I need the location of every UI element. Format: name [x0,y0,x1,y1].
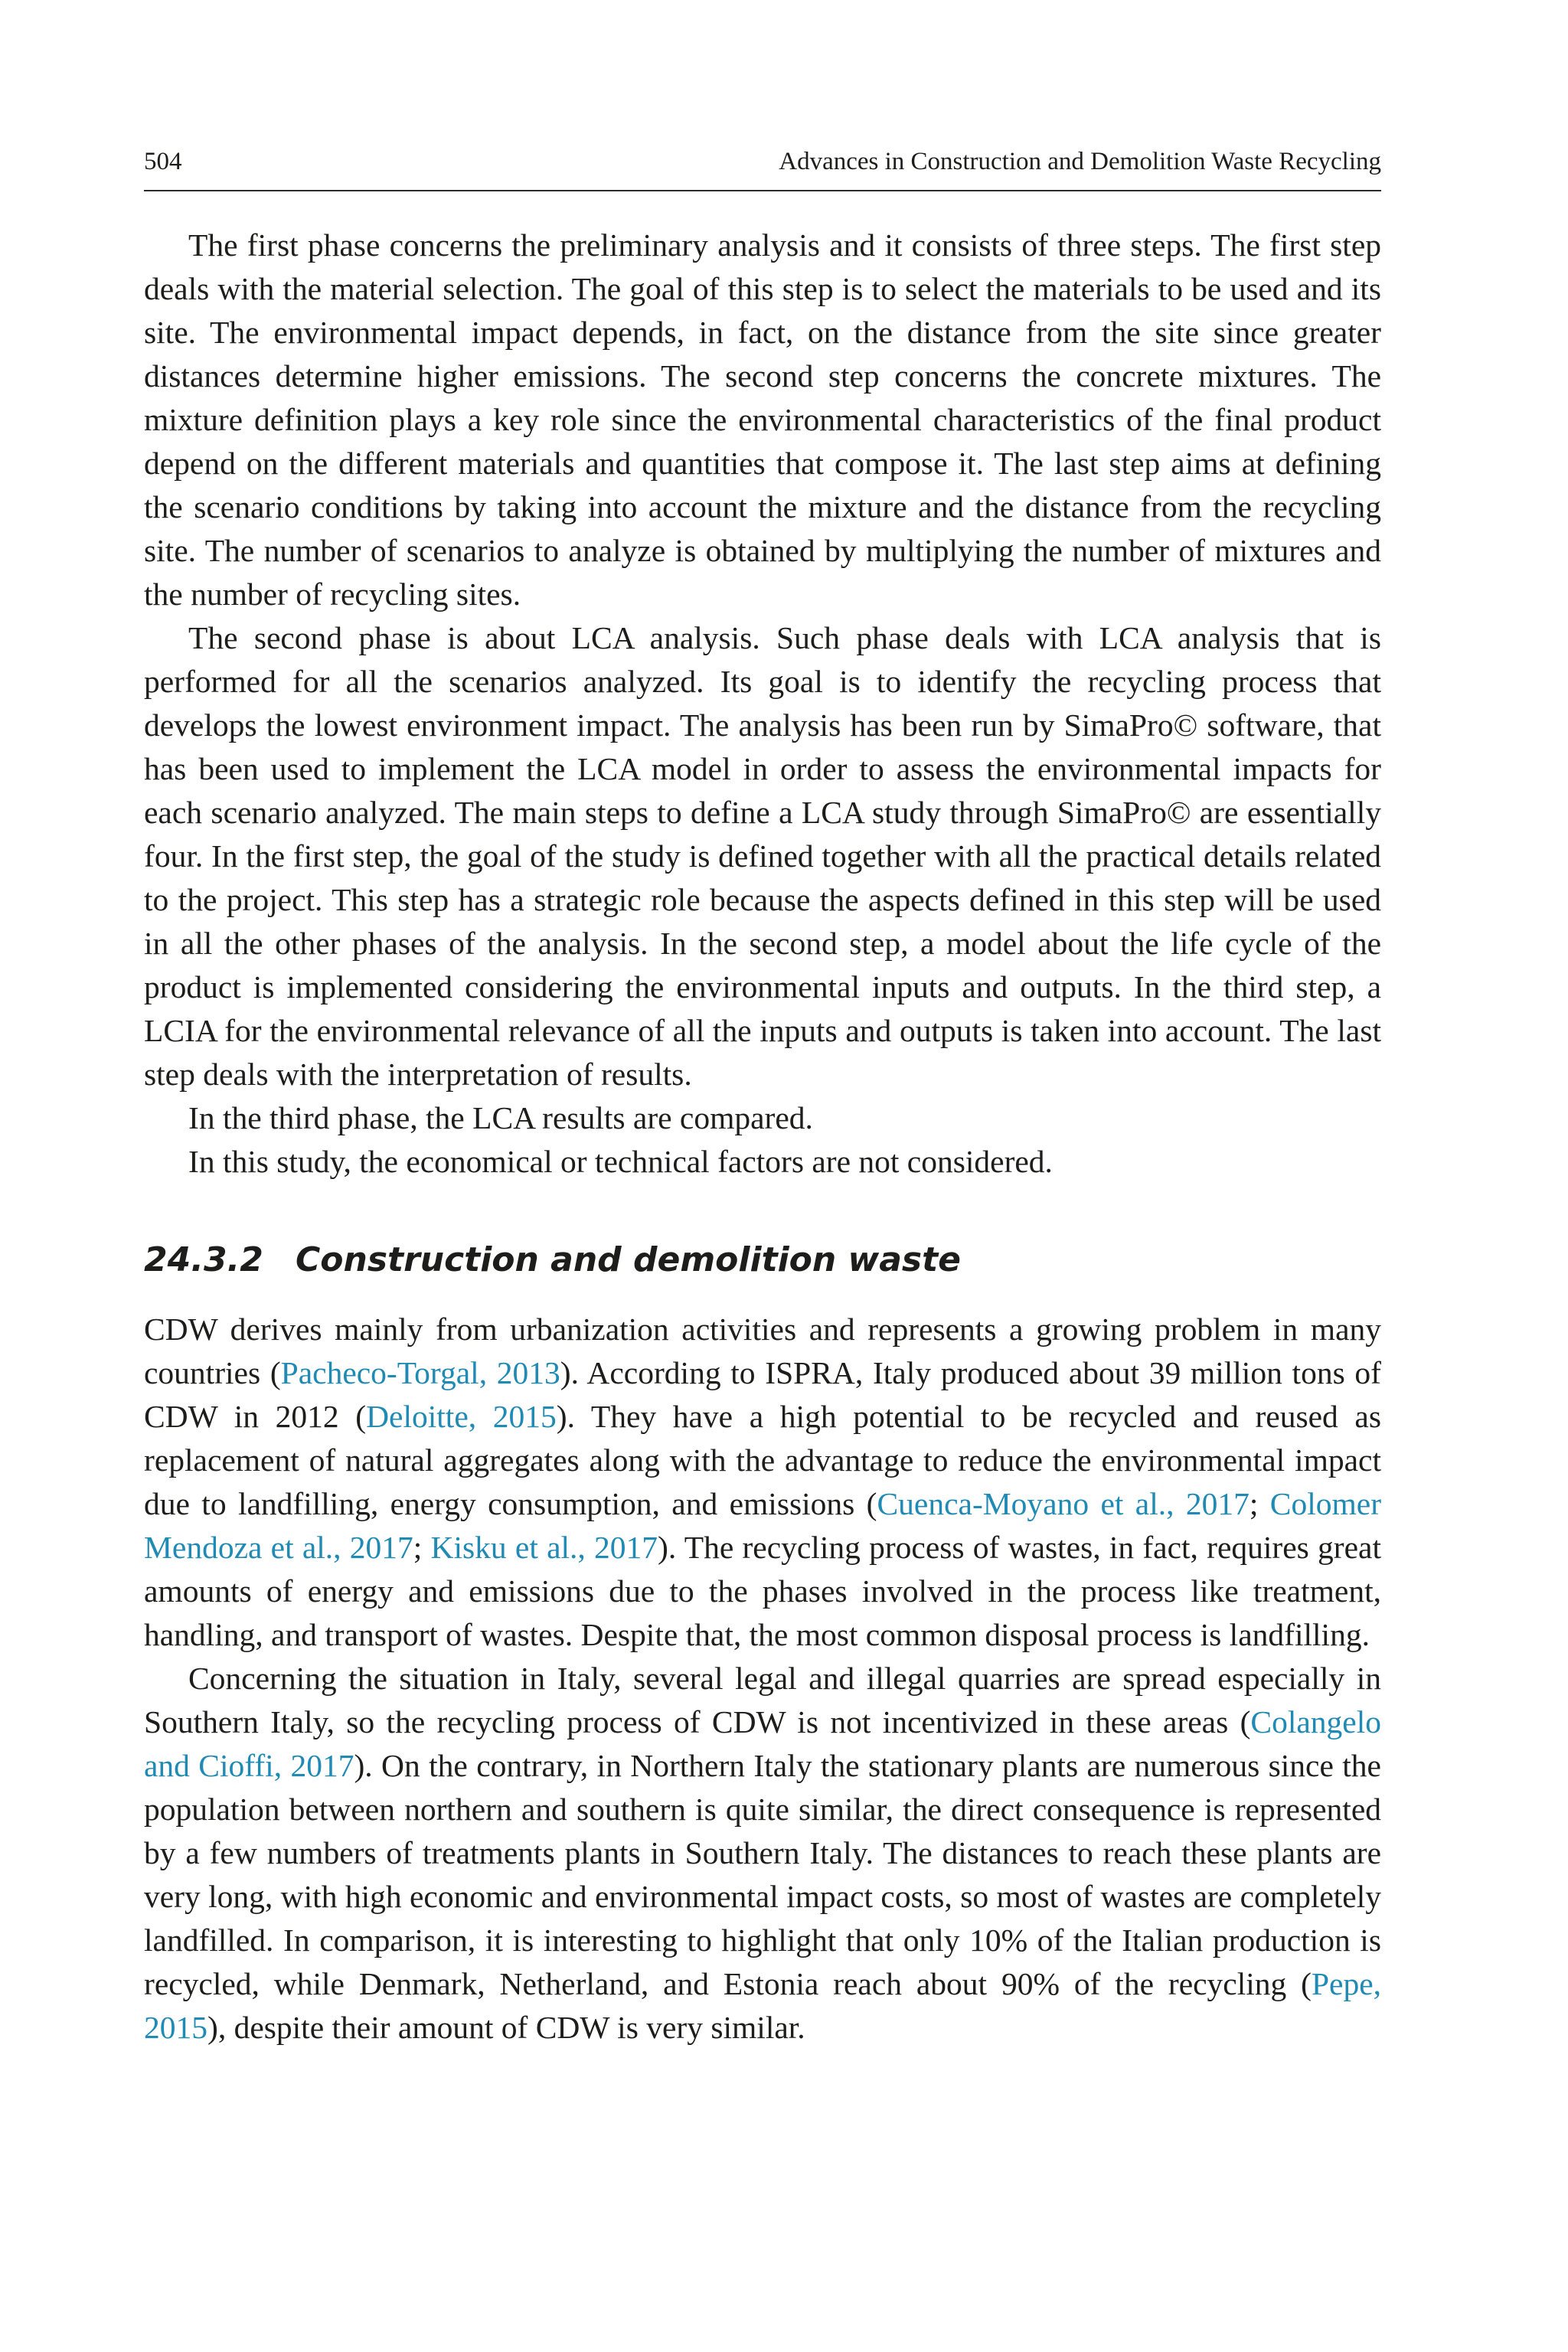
text-run: ). The recycling process of wastes, in fact, requires great amounts of energy and emissions due to the phases involved in the process like treatment, handling, and transport of wastes. Despite that, the most common disposal process is landfilling. [144,1530,1381,1652]
citation-link[interactable]: Kisku et al., 2017 [430,1530,658,1565]
citation-link[interactable]: Pepe, 2015 [144,1966,1381,2045]
citation-link[interactable]: Colomer Mendoza et al., 2017 [144,1486,1382,1565]
text-run: ), despite their amount of CDW is very similar. [207,2010,805,2045]
section-number: 24.3.2 [144,1240,263,1279]
text-run: ; [413,1530,431,1565]
text-run: ; [1249,1486,1270,1521]
paragraph-italy [144,1657,1381,2050]
citation-link[interactable]: Colangelo and Cioffi, 2017 [144,1704,1381,1783]
paragraph-cdw [144,1308,1381,1657]
paragraph-third-phase: In the third phase, the LCA results are compared. [188,1100,813,1135]
page [144,144,1381,2050]
paragraph-study-scope: In this study, the economical or technical factors are not considered. [188,1144,1053,1179]
text-run: Concerning the situation in Italy, several legal and illegal quarries are spread especially in Southern Italy, so the recycling process of CDW is not incentivized in these areas ( [144,1661,1381,1740]
text-run: CDW derives mainly from urbanization activities and represents a growing problem in many countries ( [144,1312,1381,1390]
page-number: 504 [144,148,182,175]
paragraph-first-phase: The first phase concerns the preliminary analysis and it consists of three steps. The first step deals with the material selection. The goal of this step is to select the materials to be used and its site. The environmental impact depends, in fact, on the distance from the site since greater distances determine higher emissions. The second step concerns the concrete mixtures. The mixture definition plays a key role since the environmental characteristics of the final product depend on the different materials and quantities that compose it. The last step aims at defining the scenario conditions by taking into account the mixture and the distance from the recycling site. The number of scenarios to analyze is obtained by multiplying the number of mixtures and the number of recycling sites. [144,227,1381,612]
text-run: ). On the contrary, in Northern Italy the stationary plants are numerous since the population between northern and southern is quite similar, the direct consequence is represented by a few numbers of treatments plants in Southern Italy. The distances to reach these plants are very long, with high economic and environmental impact costs, so most of wastes are completely landfilled. In comparison, it is interesting to highlight that only 10% of the Italian production is recycled, while Denmark, Netherland, and Estonia reach about 90% of the recycling ( [144,1748,1381,2001]
text-run: ). They have a high potential to be recycled and reused as replacement of natural aggregates along with the advantage to reduce the environmental impact due to landfilling, energy consumption, and emissions ( [144,1399,1381,1521]
paragraph-second-phase: The second phase is about LCA analysis. Such phase deals with LCA analysis that is performed for all the scenarios analyzed. Its goal is to identify the recycling process that develops the lowest environment impact. The analysis has been run by SimaPro© software, that has been used to implement the LCA model in order to assess the environmental impacts for each scenario analyzed. The main steps to define a LCA study through SimaPro© are essentially four. In the first step, the goal of the study is defined together with all the practical details related to the project. This step has a strategic role because the aspects defined in this step will be used in all the other phases of the analysis. In the second step, a model about the life cycle of the product is implemented considering the environmental inputs and outputs. In the third step, a LCIA for the environmental relevance of all the inputs and outputs is taken into account. The last step deals with the interpretation of results. [144,620,1381,1092]
section-heading [144,1237,1381,1283]
citation-link[interactable]: Cuenca-Moyano et al., 2017 [877,1486,1250,1521]
running-header [144,144,1381,191]
section-title: Construction and demolition waste [296,1240,961,1279]
citation-link[interactable]: Pacheco-Torgal, 2013 [280,1355,560,1390]
text-run: ). According to ISPRA, Italy produced about 39 million tons of CDW in 2012 ( [144,1355,1381,1434]
running-title: Advances in Construction and Demolition Waste Recycling [779,148,1381,175]
citation-link[interactable]: Deloitte, 2015 [366,1399,557,1434]
body-text [144,224,1381,2050]
